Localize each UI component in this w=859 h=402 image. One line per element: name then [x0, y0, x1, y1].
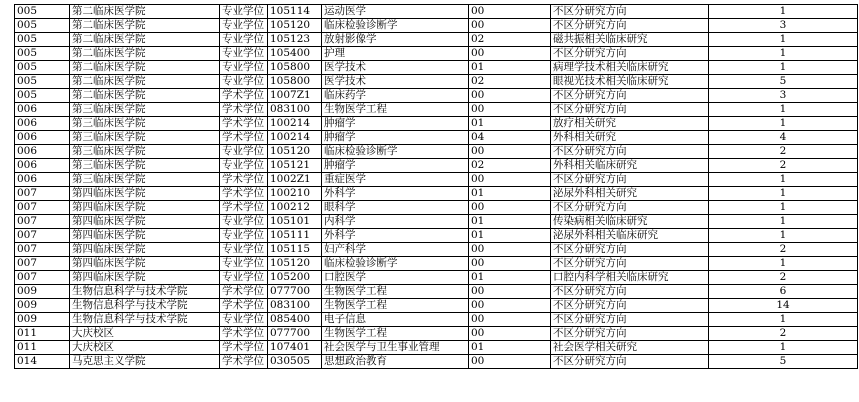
cell-direction-code: 00 [469, 145, 551, 159]
cell-direction-name: 社会医学相关研究 [551, 341, 709, 355]
cell-dept-name: 大庆校区 [70, 341, 220, 355]
cell-major-code: 105114 [268, 5, 322, 19]
table-row [15, 5, 858, 19]
cell-major-name: 生物医学工程 [322, 327, 469, 341]
cell-major-name: 医学技术 [322, 61, 469, 75]
cell-dept-name: 第四临床医学院 [70, 243, 220, 257]
cell-direction-name: 口腔内科学相关临床研究 [551, 271, 709, 285]
cell-quota: 2 [709, 243, 858, 257]
cell-quota: 1 [709, 103, 858, 117]
table-row [15, 257, 858, 271]
cell-direction-name: 磁共振相关临床研究 [551, 33, 709, 47]
cell-direction-name: 不区分研究方向 [551, 173, 709, 187]
cell-dept-code: 007 [15, 271, 70, 285]
cell-degree-type: 学术学位 [220, 173, 268, 187]
cell-quota: 5 [709, 75, 858, 89]
cell-degree-type: 学术学位 [220, 355, 268, 369]
cell-direction-name: 不区分研究方向 [551, 313, 709, 327]
table-row [15, 327, 858, 341]
cell-dept-name: 第三临床医学院 [70, 159, 220, 173]
cell-major-name: 医学技术 [322, 75, 469, 89]
cell-degree-type: 学术学位 [220, 89, 268, 103]
cell-degree-type: 学术学位 [220, 187, 268, 201]
cell-dept-name: 第四临床医学院 [70, 215, 220, 229]
cell-dept-name: 第二临床医学院 [70, 89, 220, 103]
cell-quota: 5 [709, 355, 858, 369]
cell-dept-code: 007 [15, 215, 70, 229]
cell-dept-name: 第四临床医学院 [70, 229, 220, 243]
cell-major-code: 105115 [268, 243, 322, 257]
cell-major-code: 105101 [268, 215, 322, 229]
table-row [15, 159, 858, 173]
cell-direction-code: 02 [469, 75, 551, 89]
cell-quota: 1 [709, 215, 858, 229]
cell-dept-name: 第四临床医学院 [70, 187, 220, 201]
cell-major-name: 外科学 [322, 187, 469, 201]
cell-quota: 1 [709, 33, 858, 47]
cell-direction-code: 00 [469, 327, 551, 341]
cell-dept-name: 第三临床医学院 [70, 103, 220, 117]
cell-dept-code: 014 [15, 355, 70, 369]
cell-degree-type: 专业学位 [220, 33, 268, 47]
cell-degree-type: 专业学位 [220, 75, 268, 89]
cell-dept-name: 第三临床医学院 [70, 117, 220, 131]
cell-direction-name: 眼视光技术相关临床研究 [551, 75, 709, 89]
table-row [15, 299, 858, 313]
table-row [15, 19, 858, 33]
cell-major-code: 100214 [268, 131, 322, 145]
table-row [15, 61, 858, 75]
cell-degree-type: 专业学位 [220, 229, 268, 243]
cell-direction-name: 泌尿外科相关研究 [551, 187, 709, 201]
cell-degree-type: 学术学位 [220, 341, 268, 355]
cell-major-name: 护理 [322, 47, 469, 61]
cell-dept-name: 第二临床医学院 [70, 47, 220, 61]
cell-major-code: 100212 [268, 201, 322, 215]
cell-dept-name: 马克思主义学院 [70, 355, 220, 369]
cell-degree-type: 专业学位 [220, 61, 268, 75]
cell-major-name: 口腔医学 [322, 271, 469, 285]
cell-major-name: 内科学 [322, 215, 469, 229]
table-row [15, 145, 858, 159]
cell-major-code: 107401 [268, 341, 322, 355]
cell-dept-code: 006 [15, 145, 70, 159]
cell-dept-code: 006 [15, 117, 70, 131]
cell-dept-code: 005 [15, 33, 70, 47]
cell-major-code: 085400 [268, 313, 322, 327]
cell-direction-code: 01 [469, 61, 551, 75]
cell-direction-code: 00 [469, 173, 551, 187]
cell-dept-code: 006 [15, 159, 70, 173]
cell-direction-name: 不区分研究方向 [551, 5, 709, 19]
cell-direction-code: 00 [469, 285, 551, 299]
cell-quota: 1 [709, 229, 858, 243]
cell-dept-code: 007 [15, 257, 70, 271]
cell-major-code: 105121 [268, 159, 322, 173]
cell-dept-code: 006 [15, 131, 70, 145]
cell-direction-code: 00 [469, 5, 551, 19]
cell-direction-name: 不区分研究方向 [551, 19, 709, 33]
cell-quota: 6 [709, 285, 858, 299]
cell-dept-code: 007 [15, 201, 70, 215]
table-row [15, 271, 858, 285]
cell-direction-code: 00 [469, 47, 551, 61]
cell-direction-name: 不区分研究方向 [551, 355, 709, 369]
cell-major-code: 105200 [268, 271, 322, 285]
cell-direction-name: 不区分研究方向 [551, 103, 709, 117]
cell-major-code: 030505 [268, 355, 322, 369]
cell-major-code: 077700 [268, 327, 322, 341]
cell-quota: 1 [709, 61, 858, 75]
cell-degree-type: 学术学位 [220, 103, 268, 117]
cell-direction-code: 01 [469, 271, 551, 285]
cell-degree-type: 学术学位 [220, 117, 268, 131]
cell-dept-code: 005 [15, 5, 70, 19]
table-row [15, 47, 858, 61]
table-row [15, 75, 858, 89]
cell-quota: 1 [709, 257, 858, 271]
cell-major-code: 105400 [268, 47, 322, 61]
cell-dept-name: 第三临床医学院 [70, 131, 220, 145]
cell-direction-code: 00 [469, 103, 551, 117]
cell-degree-type: 专业学位 [220, 47, 268, 61]
cell-direction-name: 病理学技术相关临床研究 [551, 61, 709, 75]
cell-degree-type: 专业学位 [220, 313, 268, 327]
cell-dept-name: 第二临床医学院 [70, 61, 220, 75]
cell-direction-code: 00 [469, 355, 551, 369]
cell-degree-type: 专业学位 [220, 159, 268, 173]
cell-direction-name: 不区分研究方向 [551, 89, 709, 103]
table-row [15, 33, 858, 47]
cell-major-code: 105800 [268, 61, 322, 75]
cell-quota: 2 [709, 271, 858, 285]
table-row [15, 89, 858, 103]
cell-dept-name: 第四临床医学院 [70, 257, 220, 271]
cell-dept-name: 生物信息科学与技术学院 [70, 285, 220, 299]
cell-direction-code: 02 [469, 159, 551, 173]
cell-quota: 1 [709, 341, 858, 355]
cell-direction-name: 不区分研究方向 [551, 285, 709, 299]
cell-quota: 3 [709, 19, 858, 33]
cell-major-name: 临床检验诊断学 [322, 145, 469, 159]
cell-quota: 4 [709, 131, 858, 145]
table-row [15, 117, 858, 131]
table-row [15, 187, 858, 201]
cell-direction-name: 外科相关临床研究 [551, 159, 709, 173]
table-row [15, 285, 858, 299]
cell-dept-code: 005 [15, 89, 70, 103]
cell-major-name: 生物医学工程 [322, 103, 469, 117]
cell-direction-name: 不区分研究方向 [551, 47, 709, 61]
cell-dept-name: 第二临床医学院 [70, 33, 220, 47]
cell-direction-code: 04 [469, 131, 551, 145]
cell-dept-code: 005 [15, 61, 70, 75]
cell-major-name: 临床检验诊断学 [322, 19, 469, 33]
cell-dept-code: 011 [15, 327, 70, 341]
table-row [15, 243, 858, 257]
cell-degree-type: 学术学位 [220, 299, 268, 313]
cell-major-name: 生物医学工程 [322, 299, 469, 313]
cell-major-name: 妇产科学 [322, 243, 469, 257]
cell-dept-code: 005 [15, 47, 70, 61]
cell-direction-code: 01 [469, 229, 551, 243]
cell-dept-name: 生物信息科学与技术学院 [70, 313, 220, 327]
cell-direction-code: 01 [469, 117, 551, 131]
cell-major-name: 临床药学 [322, 89, 469, 103]
cell-direction-code: 00 [469, 19, 551, 33]
table-row [15, 173, 858, 187]
cell-major-name: 肿瘤学 [322, 159, 469, 173]
cell-degree-type: 专业学位 [220, 145, 268, 159]
cell-major-name: 运动医学 [322, 5, 469, 19]
cell-major-name: 肿瘤学 [322, 131, 469, 145]
cell-degree-type: 学术学位 [220, 131, 268, 145]
cell-degree-type: 学术学位 [220, 327, 268, 341]
cell-dept-name: 第四临床医学院 [70, 271, 220, 285]
cell-quota: 1 [709, 187, 858, 201]
cell-major-code: 1002Z1 [268, 173, 322, 187]
cell-degree-type: 专业学位 [220, 5, 268, 19]
table-body [15, 5, 858, 369]
cell-dept-name: 第二临床医学院 [70, 19, 220, 33]
cell-major-name: 电子信息 [322, 313, 469, 327]
cell-major-code: 1007Z1 [268, 89, 322, 103]
cell-major-name: 思想政治教育 [322, 355, 469, 369]
cell-dept-name: 第三临床医学院 [70, 173, 220, 187]
cell-direction-name: 不区分研究方向 [551, 201, 709, 215]
cell-dept-code: 005 [15, 19, 70, 33]
cell-direction-name: 泌尿外科相关临床研究 [551, 229, 709, 243]
cell-degree-type: 学术学位 [220, 285, 268, 299]
cell-direction-code: 01 [469, 215, 551, 229]
cell-quota: 1 [709, 5, 858, 19]
cell-direction-code: 00 [469, 313, 551, 327]
cell-direction-name: 不区分研究方向 [551, 327, 709, 341]
cell-major-name: 肿瘤学 [322, 117, 469, 131]
cell-degree-type: 专业学位 [220, 271, 268, 285]
table-row [15, 229, 858, 243]
cell-direction-code: 00 [469, 299, 551, 313]
cell-dept-code: 006 [15, 103, 70, 117]
cell-degree-type: 专业学位 [220, 19, 268, 33]
cell-dept-code: 007 [15, 243, 70, 257]
cell-degree-type: 专业学位 [220, 243, 268, 257]
cell-quota: 1 [709, 173, 858, 187]
cell-major-code: 105120 [268, 145, 322, 159]
cell-major-code: 100210 [268, 187, 322, 201]
cell-major-code: 105111 [268, 229, 322, 243]
cell-degree-type: 专业学位 [220, 257, 268, 271]
cell-quota: 2 [709, 327, 858, 341]
cell-direction-code: 01 [469, 341, 551, 355]
cell-major-code: 077700 [268, 285, 322, 299]
cell-major-name: 重症医学 [322, 173, 469, 187]
cell-major-name: 临床检验诊断学 [322, 257, 469, 271]
cell-dept-name: 第二临床医学院 [70, 75, 220, 89]
cell-direction-code: 01 [469, 187, 551, 201]
cell-dept-code: 007 [15, 187, 70, 201]
cell-major-name: 眼科学 [322, 201, 469, 215]
cell-direction-code: 02 [469, 33, 551, 47]
cell-direction-name: 放疗相关研究 [551, 117, 709, 131]
cell-direction-name: 传染病相关临床研究 [551, 215, 709, 229]
cell-quota: 14 [709, 299, 858, 313]
cell-major-code: 105120 [268, 19, 322, 33]
cell-major-name: 外科学 [322, 229, 469, 243]
cell-major-code: 105800 [268, 75, 322, 89]
cell-quota: 1 [709, 313, 858, 327]
cell-dept-code: 011 [15, 341, 70, 355]
cell-dept-name: 生物信息科学与技术学院 [70, 299, 220, 313]
cell-direction-code: 00 [469, 243, 551, 257]
cell-direction-name: 不区分研究方向 [551, 299, 709, 313]
cell-major-name: 生物医学工程 [322, 285, 469, 299]
cell-dept-code: 005 [15, 75, 70, 89]
cell-quota: 3 [709, 89, 858, 103]
cell-dept-name: 第二临床医学院 [70, 5, 220, 19]
cell-direction-code: 00 [469, 89, 551, 103]
cell-dept-name: 大庆校区 [70, 327, 220, 341]
cell-major-code: 100214 [268, 117, 322, 131]
cell-degree-type: 学术学位 [220, 201, 268, 215]
cell-direction-name: 不区分研究方向 [551, 257, 709, 271]
cell-quota: 1 [709, 201, 858, 215]
cell-direction-name: 外科相关研究 [551, 131, 709, 145]
table-row [15, 341, 858, 355]
table-row [15, 355, 858, 369]
cell-major-code: 083100 [268, 299, 322, 313]
table-row [15, 131, 858, 145]
cell-dept-name: 第四临床医学院 [70, 201, 220, 215]
cell-dept-code: 009 [15, 285, 70, 299]
table-row [15, 201, 858, 215]
cell-dept-code: 007 [15, 229, 70, 243]
cell-direction-name: 不区分研究方向 [551, 243, 709, 257]
cell-degree-type: 专业学位 [220, 215, 268, 229]
cell-major-name: 放射影像学 [322, 33, 469, 47]
cell-quota: 1 [709, 47, 858, 61]
cell-quota: 1 [709, 117, 858, 131]
enrollment-table [14, 4, 858, 369]
cell-dept-code: 006 [15, 173, 70, 187]
cell-quota: 2 [709, 145, 858, 159]
cell-direction-name: 不区分研究方向 [551, 145, 709, 159]
cell-major-code: 105123 [268, 33, 322, 47]
table-row [15, 215, 858, 229]
cell-direction-code: 00 [469, 257, 551, 271]
cell-direction-code: 00 [469, 201, 551, 215]
cell-quota: 2 [709, 159, 858, 173]
cell-dept-code: 009 [15, 299, 70, 313]
table-row [15, 313, 858, 327]
cell-dept-code: 009 [15, 313, 70, 327]
cell-major-name: 社会医学与卫生事业管理 [322, 341, 469, 355]
table-row [15, 103, 858, 117]
cell-major-code: 105120 [268, 257, 322, 271]
cell-major-code: 083100 [268, 103, 322, 117]
cell-dept-name: 第三临床医学院 [70, 145, 220, 159]
